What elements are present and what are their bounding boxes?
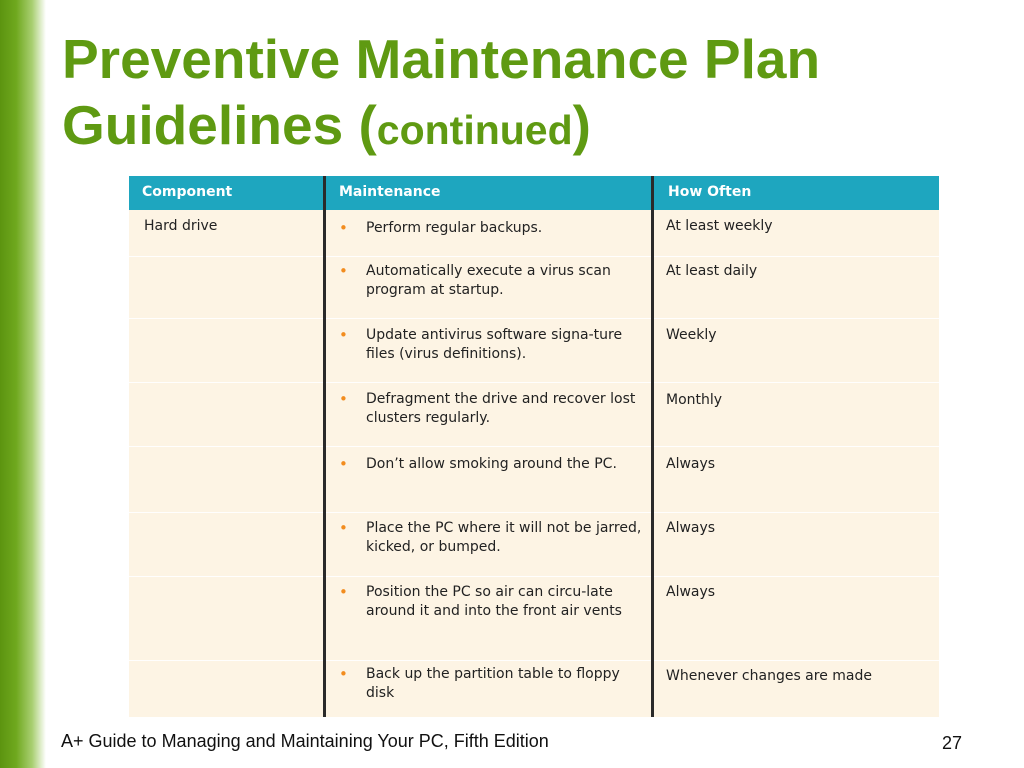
page-number: 27 (941, 733, 962, 753)
maintenance-table (129, 176, 939, 717)
how-often-cell: At least daily (666, 263, 758, 279)
how-often-cell: Whenever changes are made (666, 668, 872, 684)
bullet-icon: • (339, 519, 348, 537)
maintenance-cell: Place the PC where it will not be jarred, kicked, or bumped. (366, 520, 642, 555)
how-often-cell: Always (666, 456, 716, 472)
row-divider (129, 256, 939, 257)
maintenance-cell: Don’t allow smoking around the PC. (366, 456, 617, 472)
row-divider (129, 512, 939, 513)
bullet-icon: • (339, 262, 348, 280)
title-close-paren: ) (572, 94, 591, 156)
component-cell: Hard drive (144, 218, 218, 234)
maintenance-cell: Perform regular backups. (366, 220, 543, 236)
column-divider (651, 176, 654, 717)
table-header (129, 176, 939, 210)
bullet-icon: • (339, 583, 348, 601)
bullet-icon: • (339, 665, 348, 683)
bullet-icon: • (339, 390, 348, 408)
row-divider (129, 318, 939, 319)
maintenance-cell: Update antivirus software signa-ture files (virus definitions). (366, 327, 623, 362)
maintenance-cell: Position the PC so air can circu-late around it and into the front air vents (366, 584, 622, 619)
how-often-cell: Monthly (666, 392, 723, 408)
bullet-icon: • (339, 326, 348, 344)
title-main: Preventive Maintenance Plan Guidelines ( (62, 28, 821, 156)
title-continued: continued (376, 107, 573, 153)
how-often-cell: Always (666, 520, 716, 536)
slide-title (62, 26, 1002, 163)
side-gradient-bar (0, 0, 46, 768)
header-maintenance: Maintenance (339, 184, 441, 200)
header-component: Component (142, 184, 233, 200)
maintenance-cell: Defragment the drive and recover lost clusters regularly. (366, 391, 636, 426)
row-divider (129, 576, 939, 577)
row-divider (129, 660, 939, 661)
bullet-icon: • (339, 219, 348, 237)
bullet-icon: • (339, 455, 348, 473)
how-often-cell: At least weekly (666, 218, 773, 234)
maintenance-cell: Back up the partition table to floppy disk (366, 666, 620, 701)
how-often-cell: Always (666, 584, 716, 600)
row-divider (129, 382, 939, 383)
maintenance-cell: Automatically execute a virus scan program at startup. (366, 263, 611, 298)
row-divider (129, 446, 939, 447)
footer-text: A+ Guide to Managing and Maintaining Your PC, Fifth Edition (61, 731, 549, 751)
header-how-often: How Often (668, 184, 752, 200)
column-divider (323, 176, 326, 717)
how-often-cell: Weekly (666, 327, 717, 343)
